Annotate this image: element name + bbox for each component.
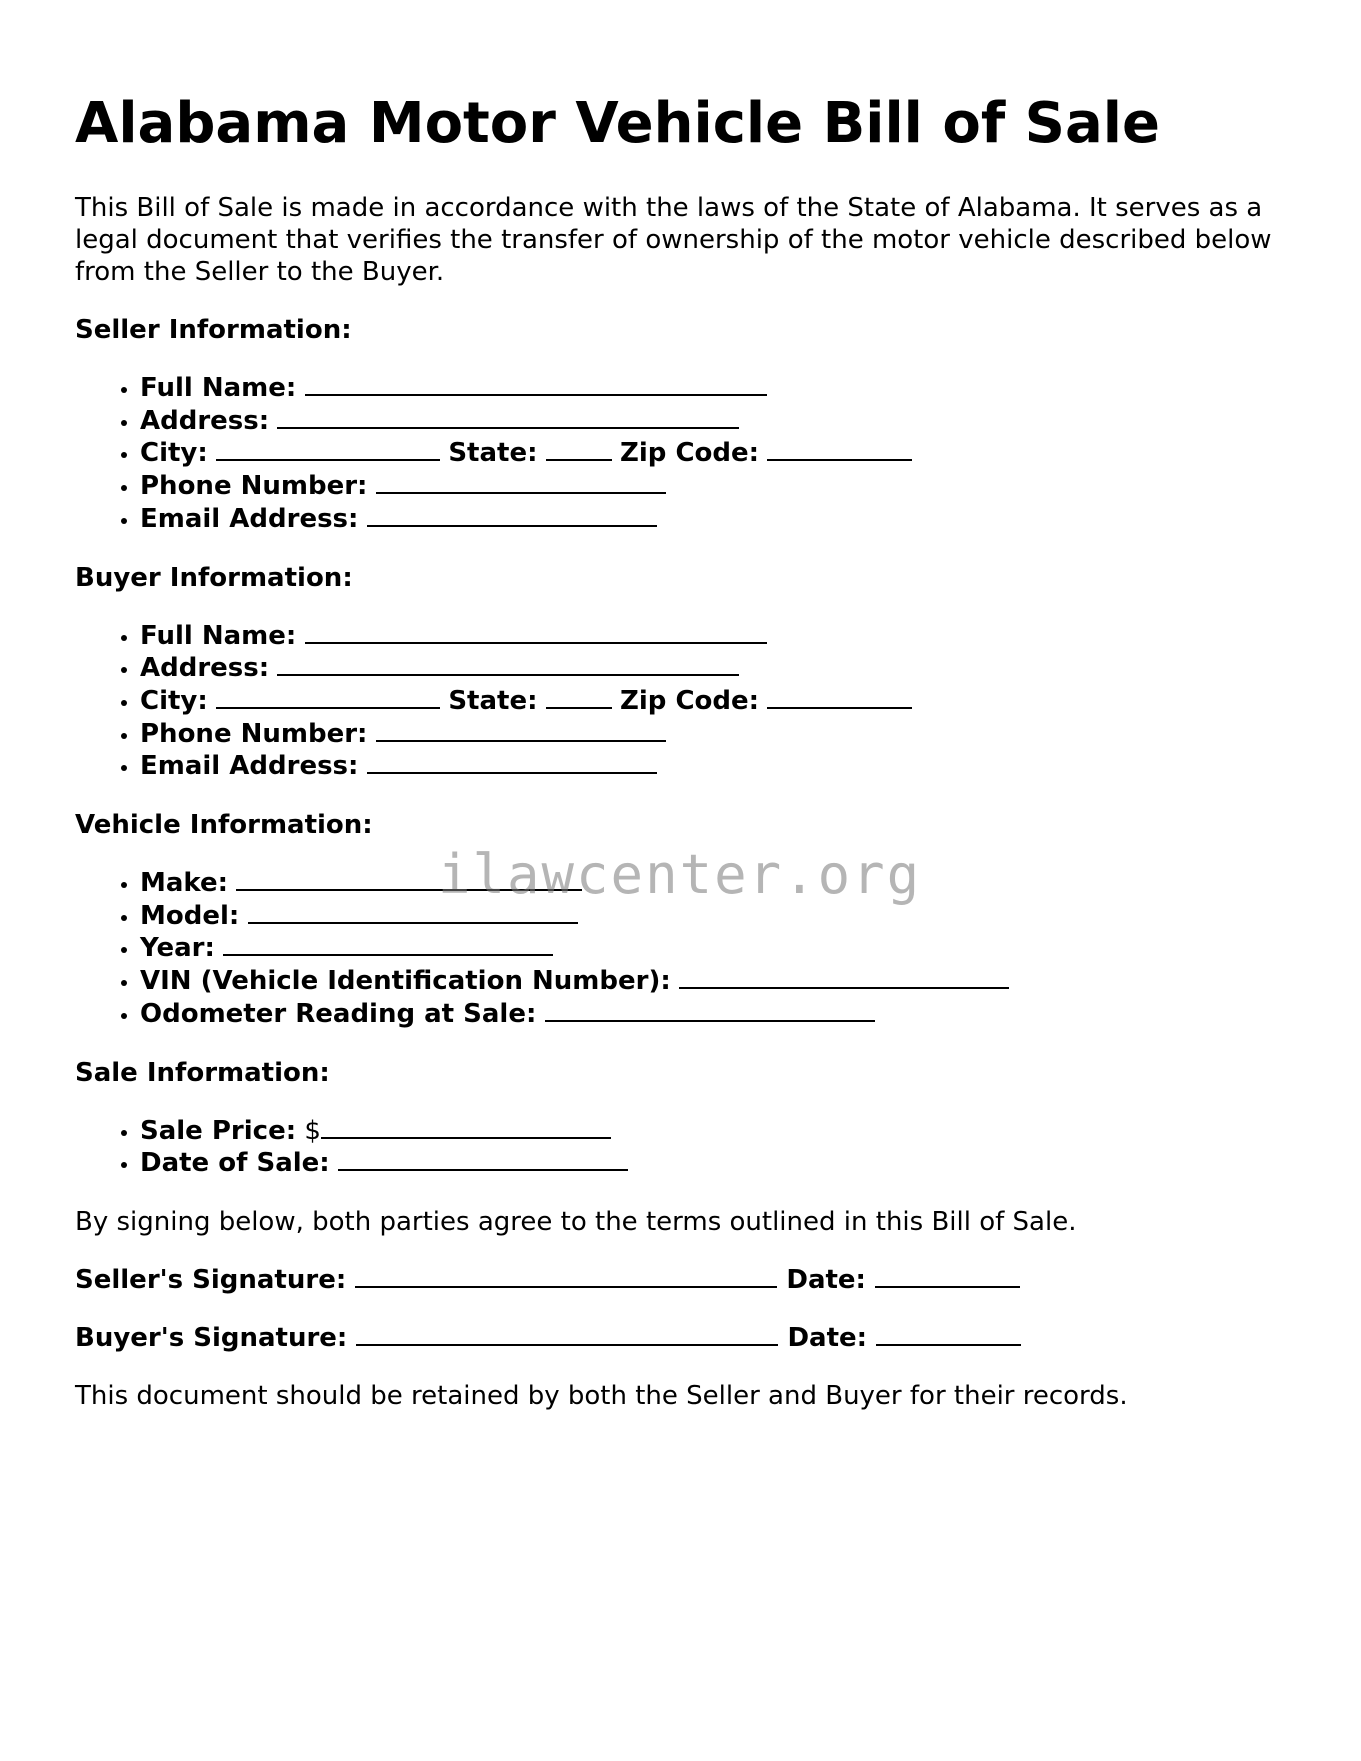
- seller-phone-label: Phone Number:: [140, 471, 368, 502]
- buyer-email-label: Email Address:: [140, 751, 359, 782]
- seller-signature-blank[interactable]: [355, 1264, 777, 1288]
- buyer-zip-blank[interactable]: [767, 685, 912, 709]
- seller-full-name-blank[interactable]: [305, 372, 767, 396]
- vehicle-vin-row: [140, 965, 1295, 998]
- buyer-zip-label: Zip Code:: [620, 685, 760, 716]
- vehicle-make-blank[interactable]: [236, 867, 582, 891]
- vehicle-make-label: Make:: [140, 868, 229, 899]
- vehicle-year-label: Year:: [140, 933, 215, 964]
- sale-price-blank[interactable]: [321, 1115, 611, 1139]
- currency-symbol: $: [304, 1115, 321, 1146]
- buyer-email-blank[interactable]: [367, 750, 657, 774]
- buyer-state-blank[interactable]: [546, 685, 612, 709]
- vehicle-year-row: [140, 932, 1295, 965]
- document-page: [75, 90, 1295, 1412]
- seller-state-label: State:: [448, 438, 538, 469]
- buyer-signature-row: [75, 1322, 1295, 1354]
- sale-date-label: Date of Sale:: [140, 1148, 330, 1179]
- seller-address-blank[interactable]: [277, 405, 739, 429]
- buyer-address-label: Address:: [140, 653, 270, 684]
- vehicle-year-blank[interactable]: [223, 932, 553, 956]
- agreement-text: By signing below, both parties agree to the terms outlined in this Bill of Sale.: [75, 1206, 1077, 1237]
- seller-zip-label: Zip Code:: [620, 438, 760, 469]
- sale-price-row: [140, 1115, 1295, 1148]
- sale-heading: Sale Information:: [75, 1057, 330, 1088]
- seller-phone-row: [140, 470, 1295, 503]
- seller-email-blank[interactable]: [367, 503, 657, 527]
- buyer-full-name-label: Full Name:: [140, 620, 297, 651]
- buyer-address-row: [140, 652, 1295, 685]
- sale-price-label: Sale Price:: [140, 1115, 297, 1146]
- buyer-address-blank[interactable]: [277, 652, 739, 676]
- buyer-date-label: Date:: [787, 1322, 868, 1353]
- seller-full-name-label: Full Name:: [140, 373, 297, 403]
- vehicle-odometer-blank[interactable]: [545, 998, 875, 1022]
- vehicle-model-label: Model:: [140, 900, 240, 931]
- seller-city-blank[interactable]: [216, 437, 440, 461]
- vehicle-model-row: [140, 900, 1295, 933]
- vehicle-model-blank[interactable]: [248, 900, 578, 924]
- seller-fields: [75, 372, 1295, 536]
- vehicle-vin-label: VIN (Vehicle Identification Number):: [140, 966, 671, 997]
- sale-date-row: [140, 1147, 1295, 1180]
- seller-zip-blank[interactable]: [767, 437, 912, 461]
- footer-note: This document should be retained by both the Seller and Buyer for their records.: [75, 1380, 1128, 1411]
- watermark: ilawcenter.org: [438, 843, 922, 906]
- vehicle-fields: [75, 867, 1295, 1031]
- sale-fields: [75, 1115, 1295, 1180]
- vehicle-heading: Vehicle Information:: [75, 810, 373, 841]
- seller-signature-label: Seller's Signature:: [75, 1264, 347, 1295]
- seller-full-name-row: [140, 372, 1295, 405]
- seller-email-label: Email Address:: [140, 503, 359, 534]
- buyer-signature-label: Buyer's Signature:: [75, 1322, 348, 1353]
- buyer-date-blank[interactable]: [876, 1322, 1021, 1346]
- seller-city-row: [140, 437, 1295, 470]
- seller-phone-blank[interactable]: [376, 470, 666, 494]
- buyer-state-label: State:: [448, 685, 538, 716]
- intro-paragraph: This Bill of Sale is made in accordance with the laws of the State of Alabama. It serves as a legal document that verifies the transfer of ownership of the motor vehicle described below from the Seller to the Buyer.: [75, 193, 1272, 287]
- seller-address-label: Address:: [140, 405, 270, 436]
- buyer-heading: Buyer Information:: [75, 562, 353, 593]
- seller-email-row: [140, 503, 1295, 536]
- sale-date-blank[interactable]: [338, 1147, 628, 1171]
- buyer-city-row: [140, 685, 1295, 718]
- buyer-city-blank[interactable]: [216, 685, 440, 709]
- seller-city-label: City:: [140, 438, 208, 469]
- buyer-full-name-blank[interactable]: [305, 620, 767, 644]
- seller-state-blank[interactable]: [546, 437, 612, 461]
- buyer-signature-blank[interactable]: [356, 1322, 778, 1346]
- vehicle-odometer-row: [140, 998, 1295, 1031]
- buyer-phone-blank[interactable]: [376, 718, 666, 742]
- vehicle-make-row: [140, 867, 1295, 900]
- vehicle-odometer-label: Odometer Reading at Sale:: [140, 998, 537, 1029]
- vehicle-vin-blank[interactable]: [679, 965, 1009, 989]
- seller-heading: Seller Information:: [75, 315, 352, 345]
- seller-date-label: Date:: [786, 1264, 866, 1295]
- buyer-city-label: City:: [140, 685, 208, 716]
- seller-address-row: [140, 405, 1295, 438]
- buyer-email-row: [140, 750, 1295, 783]
- page-title: Alabama Motor Vehicle Bill of Sale: [75, 91, 1160, 156]
- buyer-phone-label: Phone Number:: [140, 718, 368, 749]
- seller-signature-row: [75, 1264, 1295, 1296]
- buyer-phone-row: [140, 718, 1295, 751]
- seller-date-blank[interactable]: [875, 1264, 1020, 1288]
- buyer-full-name-row: [140, 620, 1295, 653]
- buyer-fields: [75, 620, 1295, 784]
